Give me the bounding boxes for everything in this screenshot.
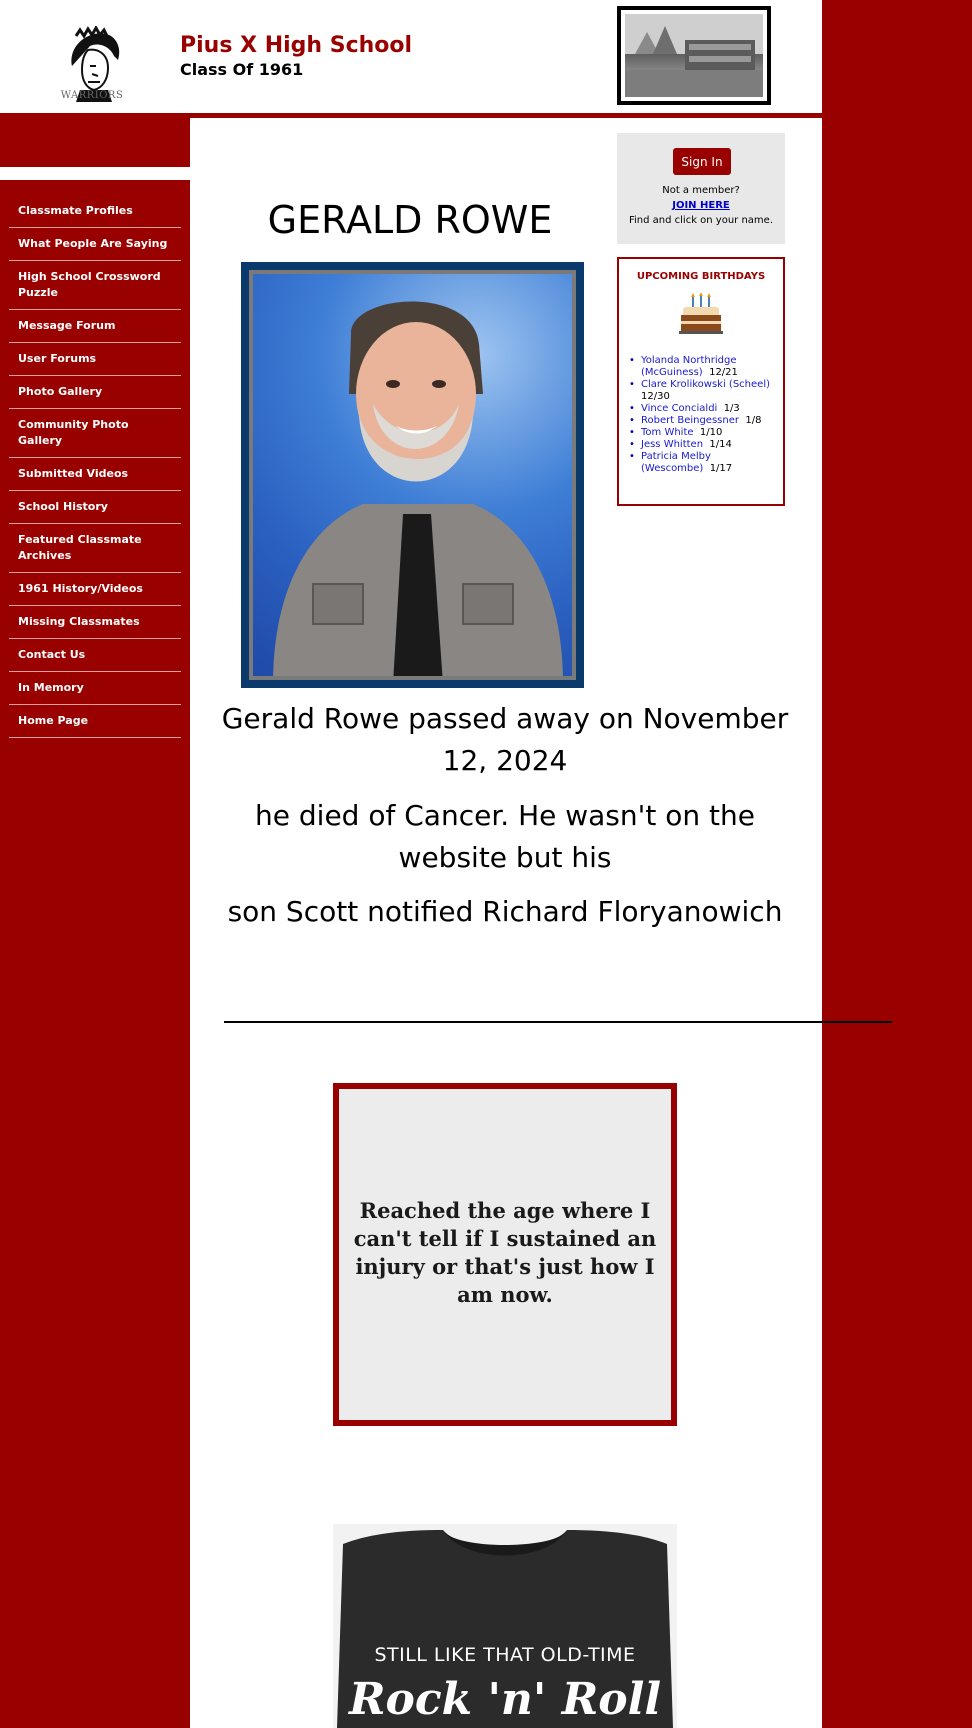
sidebar-item-message-forum[interactable]: Message Forum	[9, 310, 181, 343]
school-title: Pius X High School	[180, 33, 413, 58]
birthday-item	[629, 379, 779, 403]
birthday-name-link[interactable]: Vince Concialdi	[641, 403, 718, 414]
birthday-item	[629, 355, 779, 379]
birthday-item	[629, 415, 779, 427]
birthday-date: 1/14	[709, 439, 732, 450]
sidebar-item-missing-classmates[interactable]: Missing Classmates	[9, 606, 181, 639]
sidebar-item-in-memory[interactable]: In Memory	[9, 672, 181, 705]
sidebar-strip	[0, 167, 190, 180]
birthday-item	[629, 403, 779, 415]
sidebar-item-home-page[interactable]: Home Page	[9, 705, 181, 738]
tshirt-script-text: Rock 'n' Roll	[348, 1674, 662, 1725]
sidebar-item-crossword-puzzle[interactable]: High School Crossword Puzzle	[9, 261, 181, 310]
birthdays-panel	[617, 257, 785, 506]
sidebar-item-classmate-profiles[interactable]: Classmate Profiles	[9, 195, 181, 228]
not-member-text: Not a member?	[662, 185, 740, 196]
birthday-cake-icon	[679, 293, 723, 335]
sidebar-menu	[9, 195, 181, 738]
obituary-text-3: son Scott notified Richard Floryanowich	[227, 895, 783, 928]
birthday-item	[629, 451, 779, 475]
school-building-photo	[617, 6, 771, 105]
birthday-date: 1/10	[699, 427, 723, 438]
sidebar-item-what-people-are-saying[interactable]: What People Are Saying	[9, 228, 181, 261]
sidebar-item-contact-us[interactable]: Contact Us	[9, 639, 181, 672]
birthday-date: 1/3	[723, 403, 740, 414]
birthday-name-link[interactable]: Yolanda Northridge (McGuiness)	[641, 355, 737, 378]
site-header	[0, 0, 822, 117]
sidebar-item-community-photo-gallery[interactable]: Community Photo Gallery	[9, 409, 181, 458]
tshirt-image	[333, 1524, 677, 1728]
portrait-photo	[241, 262, 584, 688]
birthday-date: 1/8	[745, 415, 762, 426]
class-title: Class Of 1961	[180, 60, 304, 79]
obituary-text-2: he died of Cancer. He wasn't on the website but his	[255, 799, 755, 874]
birthdays-list	[629, 355, 779, 475]
horizontal-divider	[224, 1021, 892, 1023]
obituary-text-1: Gerald Rowe passed away on November 12, 2024	[221, 702, 789, 777]
signin-panel	[617, 133, 785, 244]
birthday-name-link[interactable]: Clare Krolikowski (Scheel)	[641, 379, 770, 390]
birthday-name-link[interactable]: Patricia Melby (Wescombe)	[641, 451, 711, 474]
sidebar-item-school-history[interactable]: School History	[9, 491, 181, 524]
find-click-text: Find and click on your name.	[628, 215, 774, 226]
birthday-date: 12/21	[709, 367, 738, 378]
birthday-name-link[interactable]: Tom White	[641, 427, 694, 438]
quote-text: Reached the age where I can't tell if I sustained an injury or that's just how I am now.	[353, 1198, 657, 1307]
quote-image	[333, 1083, 677, 1426]
birthday-name-link[interactable]: Robert Beingessner	[641, 415, 739, 426]
join-here-link[interactable]: JOIN HERE	[672, 200, 730, 211]
birthday-name-link[interactable]: Jess Whitten	[641, 439, 704, 450]
birthday-date: 1/17	[709, 463, 733, 474]
sidebar-item-featured-archives[interactable]: Featured Classmate Archives	[9, 524, 181, 573]
logo-caption: WARRIORS	[60, 90, 124, 101]
tshirt-text: STILL LIKE THAT OLD-TIME	[374, 1644, 636, 1666]
birthdays-title: UPCOMING BIRTHDAYS	[636, 271, 766, 282]
sidebar-item-1961-history[interactable]: 1961 History/Videos	[9, 573, 181, 606]
page-title: GERALD ROWE	[267, 198, 553, 242]
sidebar-item-user-forums[interactable]: User Forums	[9, 343, 181, 376]
birthday-item	[629, 427, 779, 439]
sign-in-button[interactable]: Sign In	[673, 148, 731, 175]
sidebar-item-submitted-videos[interactable]: Submitted Videos	[9, 458, 181, 491]
birthday-item	[629, 439, 779, 451]
sidebar-item-photo-gallery[interactable]: Photo Gallery	[9, 376, 181, 409]
birthday-date: 12/30	[641, 391, 670, 402]
